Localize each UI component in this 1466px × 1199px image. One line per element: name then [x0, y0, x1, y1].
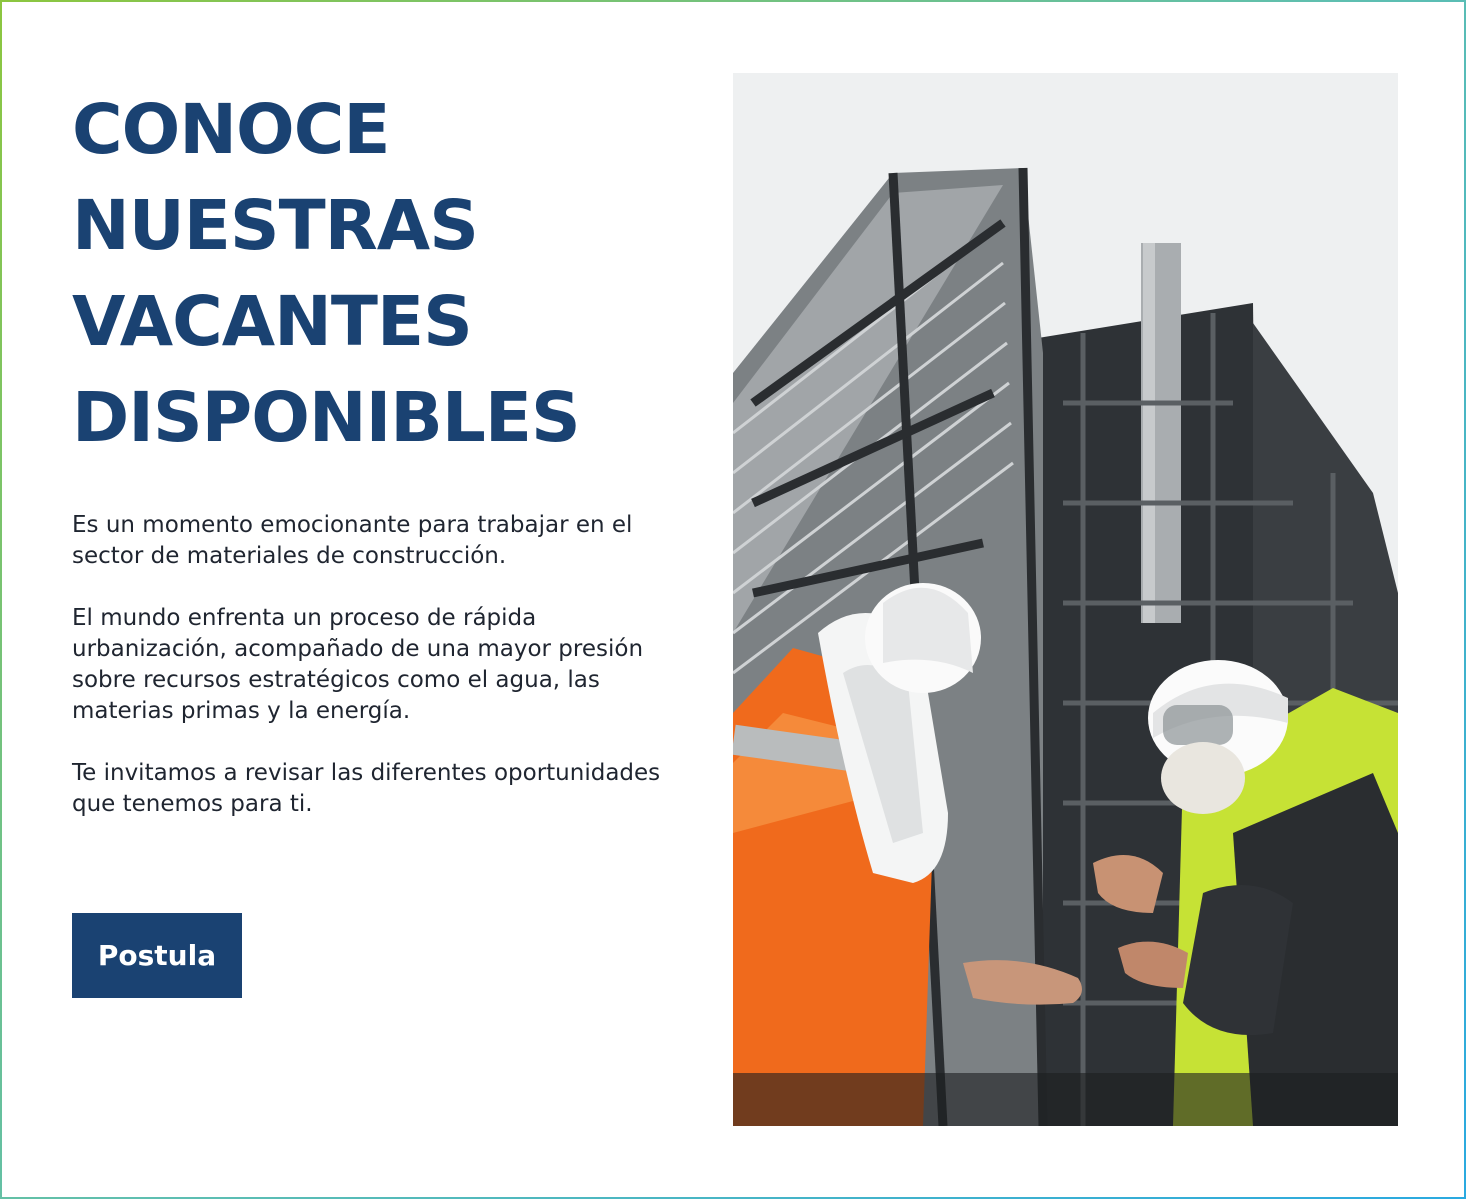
- title-line: VACANTES: [72, 282, 472, 362]
- industrial-plant-workers-photo: [733, 73, 1398, 1126]
- paragraph: Es un momento emocionante para trabajar en el sector de materiales de construcción.: [72, 512, 633, 569]
- title-line: NUESTRAS: [72, 186, 478, 266]
- paragraph: Te invitamos a revisar las diferentes oportunidades que tenemos para ti.: [72, 760, 661, 817]
- apply-button[interactable]: Postula: [72, 913, 242, 998]
- page-title: [72, 82, 692, 466]
- title-line: DISPONIBLES: [72, 378, 580, 458]
- title-line: CONOCE: [72, 90, 390, 170]
- body-copy: [72, 510, 672, 851]
- photo-illustration: [733, 73, 1398, 1126]
- paragraph: El mundo enfrenta un proceso de rápida urbanización, acompañado de una mayor presión sobre recursos estratégicos como el agua, las materias primas y la energía.: [72, 605, 644, 724]
